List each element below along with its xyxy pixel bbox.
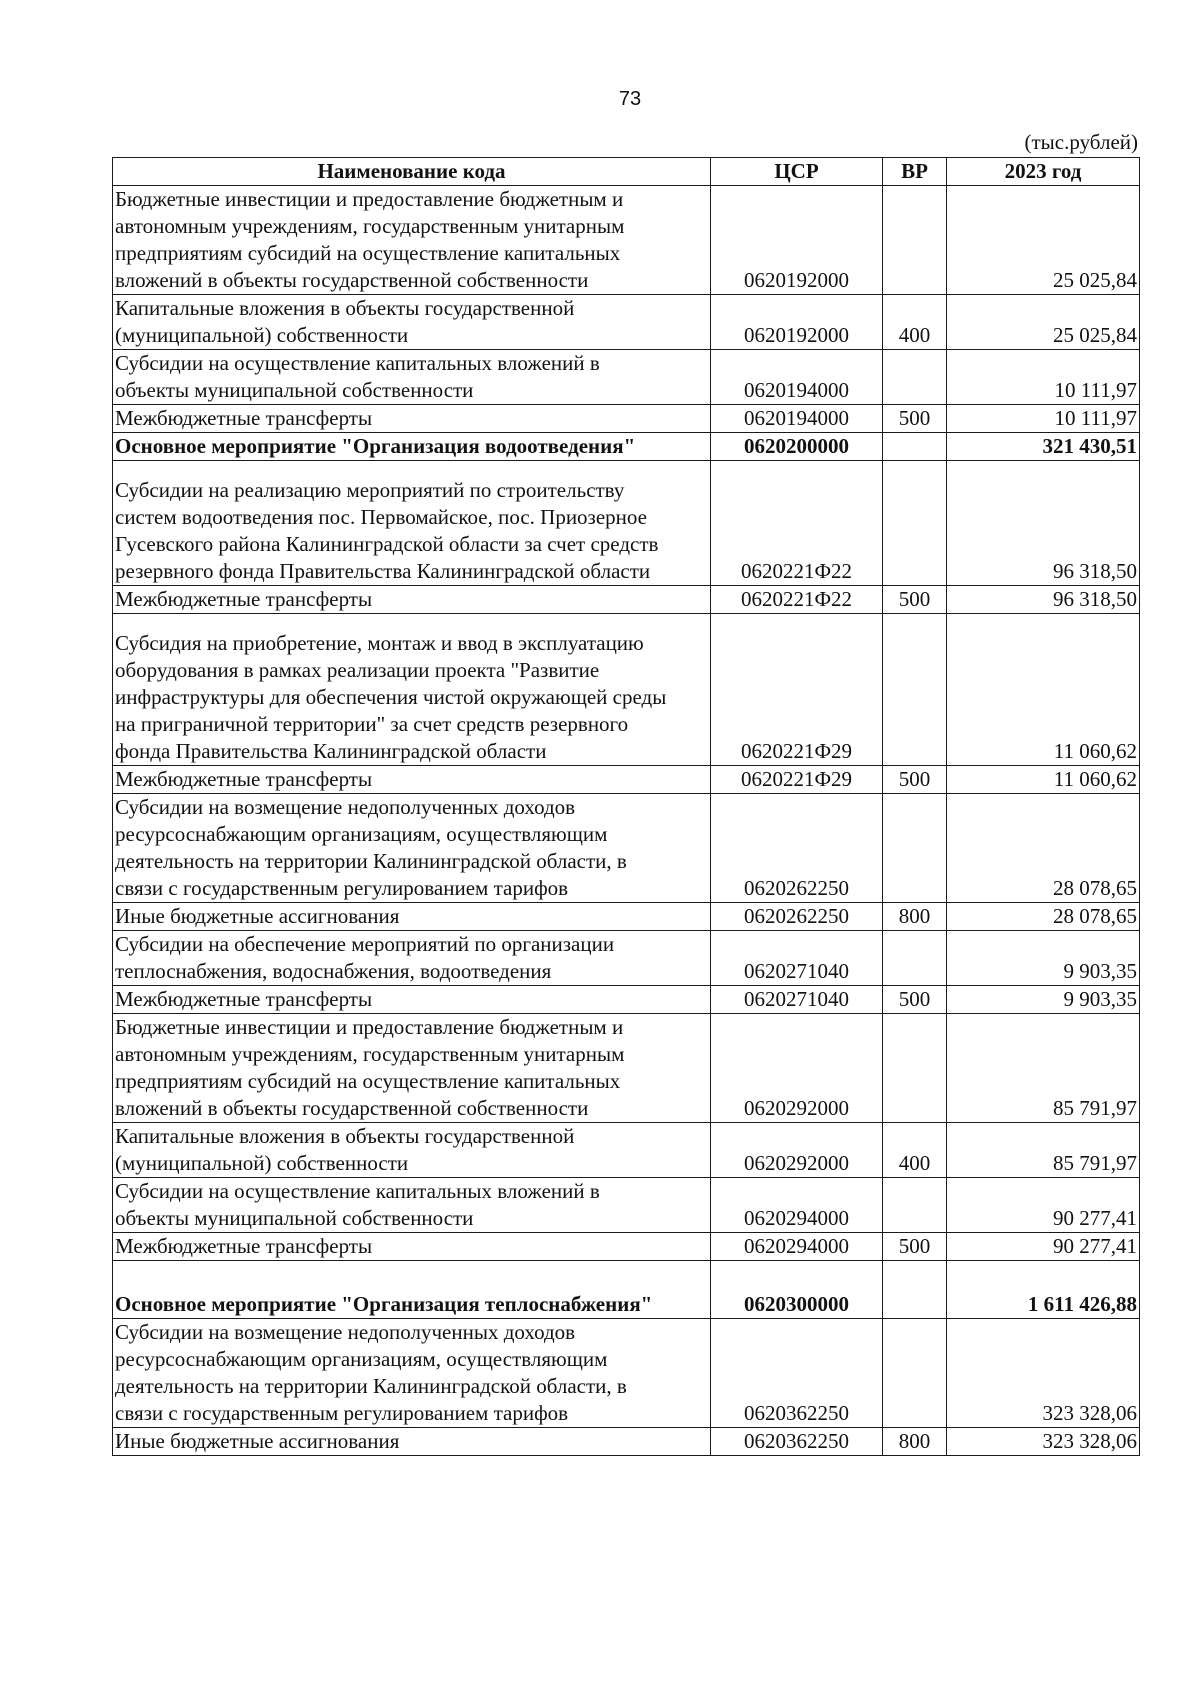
cell-amount: 11 060,62 [947,766,1140,794]
table-row [113,350,1140,405]
cell-name: Субсидия на приобретение, монтаж и ввод в эксплуатацию оборудования в рамках реализации проекта "Развитие инфраструктуры для обеспечения чистой окружающей среды на приграничной территории" за счет средств резервного фонда Правительства Калининградской области [113,614,711,766]
header-csr: ЦСР [711,158,883,186]
units-label: (тыс.рублей) [1024,130,1138,154]
cell-vr: 500 [883,1233,947,1261]
cell-csr: 0620262250 [711,794,883,903]
cell-name: Бюджетные инвестиции и предоставление бюджетным и автономным учреждениям, государственным унитарным предприятиям субсидий на осуществление капитальных вложений в объекты государственной собственности [113,1014,711,1123]
table-row [113,986,1140,1014]
header-vr: ВР [883,158,947,186]
cell-amount: 10 111,97 [947,405,1140,433]
cell-amount: 90 277,41 [947,1233,1140,1261]
cell-amount: 25 025,84 [947,295,1140,350]
cell-name: Межбюджетные трансферты [113,986,711,1014]
cell-vr [883,1178,947,1233]
table-row [113,433,1140,461]
cell-name: Субсидии на возмещение недополученных доходов ресурсоснабжающим организациям, осуществляющим деятельность на территории Калининградской области, в связи с государственным регулированием тарифов [113,1319,711,1428]
table-header-row [113,158,1140,186]
table-row [113,295,1140,350]
cell-name: Субсидии на осуществление капитальных вложений в объекты муниципальной собственности [113,350,711,405]
cell-csr: 0620192000 [711,295,883,350]
cell-vr [883,614,947,766]
cell-csr: 0620362250 [711,1319,883,1428]
table-row [113,614,1140,766]
cell-vr [883,433,947,461]
table-row [113,1233,1140,1261]
cell-csr: 0620221Ф29 [711,614,883,766]
cell-name: Субсидии на осуществление капитальных вложений в объекты муниципальной собственности [113,1178,711,1233]
cell-vr [883,794,947,903]
table-row [113,1261,1140,1319]
cell-csr: 0620194000 [711,350,883,405]
cell-csr: 0620294000 [711,1233,883,1261]
cell-csr: 0620292000 [711,1014,883,1123]
cell-csr: 0620221Ф22 [711,461,883,586]
cell-amount: 90 277,41 [947,1178,1140,1233]
cell-name: Иные бюджетные ассигнования [113,903,711,931]
table-body [113,186,1140,1456]
cell-name: Основное мероприятие "Организация теплоснабжения" [113,1261,711,1319]
page-number: 73 [618,88,642,110]
table-row [113,186,1140,295]
table-row [113,931,1140,986]
cell-name: Субсидии на возмещение недополученных доходов ресурсоснабжающим организациям, осуществляющим деятельность на территории Калининградской области, в связи с государственным регулированием тарифов [113,794,711,903]
cell-amount: 85 791,97 [947,1014,1140,1123]
cell-vr: 500 [883,986,947,1014]
cell-amount: 28 078,65 [947,794,1140,903]
cell-csr: 0620194000 [711,405,883,433]
cell-vr [883,350,947,405]
cell-amount: 25 025,84 [947,186,1140,295]
table-row [113,1123,1140,1178]
table-row [113,766,1140,794]
table-row [113,461,1140,586]
cell-name: Бюджетные инвестиции и предоставление бюджетным и автономным учреждениям, государственным унитарным предприятиям субсидий на осуществление капитальных вложений в объекты государственной собственности [113,186,711,295]
cell-amount: 321 430,51 [947,433,1140,461]
cell-vr [883,186,947,295]
cell-vr [883,931,947,986]
cell-amount: 85 791,97 [947,1123,1140,1178]
cell-amount: 96 318,50 [947,586,1140,614]
cell-name: Субсидии на обеспечение мероприятий по организации теплоснабжения, водоснабжения, водоотведения [113,931,711,986]
cell-name: Капитальные вложения в объекты государственной (муниципальной) собственности [113,295,711,350]
cell-vr: 500 [883,405,947,433]
cell-name: Капитальные вложения в объекты государственной (муниципальной) собственности [113,1123,711,1178]
cell-amount: 323 328,06 [947,1319,1140,1428]
cell-csr: 0620300000 [711,1261,883,1319]
cell-csr: 0620192000 [711,186,883,295]
table-row [113,1319,1140,1428]
cell-csr: 0620221Ф29 [711,766,883,794]
table-row [113,1428,1140,1456]
cell-name: Межбюджетные трансферты [113,1233,711,1261]
cell-vr: 400 [883,295,947,350]
cell-name: Основное мероприятие "Организация водоотведения" [113,433,711,461]
table-row [113,586,1140,614]
cell-name: Субсидии на реализацию мероприятий по строительству систем водоотведения пос. Первомайское, пос. Приозерное Гусевского района Калининградской области за счет средств резервного фонда Правительства Калининградской области [113,461,711,586]
cell-name: Межбюджетные трансферты [113,405,711,433]
cell-name: Межбюджетные трансферты [113,766,711,794]
cell-csr: 0620262250 [711,903,883,931]
table-row [113,794,1140,903]
cell-vr [883,1014,947,1123]
cell-vr: 800 [883,903,947,931]
cell-csr: 0620271040 [711,986,883,1014]
cell-amount: 323 328,06 [947,1428,1140,1456]
cell-csr: 0620292000 [711,1123,883,1178]
cell-amount: 11 060,62 [947,614,1140,766]
cell-vr: 500 [883,766,947,794]
cell-vr: 400 [883,1123,947,1178]
budget-table [112,157,1140,1456]
table-row [113,1178,1140,1233]
cell-amount: 9 903,35 [947,931,1140,986]
cell-csr: 0620362250 [711,1428,883,1456]
table-row [113,1014,1140,1123]
table-row [113,405,1140,433]
header-name: Наименование кода [113,158,711,186]
cell-name: Межбюджетные трансферты [113,586,711,614]
cell-csr: 0620221Ф22 [711,586,883,614]
header-amount: 2023 год [947,158,1140,186]
cell-amount: 9 903,35 [947,986,1140,1014]
cell-amount: 28 078,65 [947,903,1140,931]
cell-amount: 96 318,50 [947,461,1140,586]
cell-csr: 0620271040 [711,931,883,986]
cell-vr: 500 [883,586,947,614]
cell-vr [883,1261,947,1319]
cell-amount: 1 611 426,88 [947,1261,1140,1319]
cell-csr: 0620200000 [711,433,883,461]
table-row [113,903,1140,931]
cell-amount: 10 111,97 [947,350,1140,405]
cell-vr [883,461,947,586]
cell-csr: 0620294000 [711,1178,883,1233]
cell-name: Иные бюджетные ассигнования [113,1428,711,1456]
cell-vr [883,1319,947,1428]
cell-vr: 800 [883,1428,947,1456]
